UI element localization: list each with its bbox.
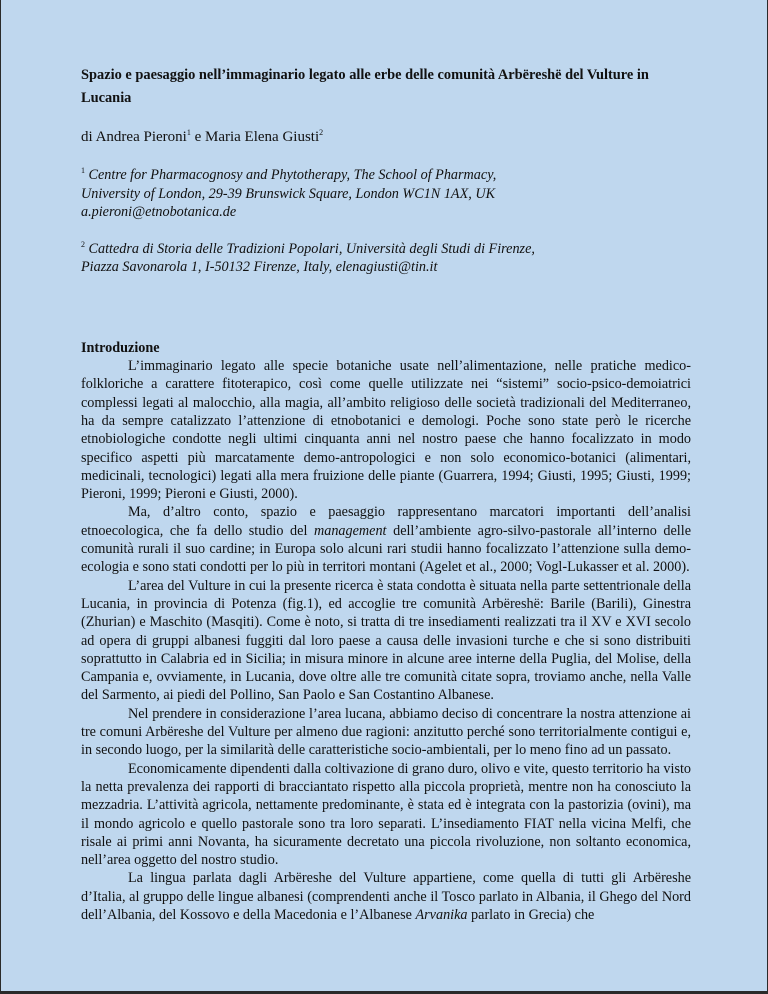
affiliation-2-line-1: $^2$ Cattedra di Storia delle Tradizioni Popolari, Università degli Studi di Firenze,	[81, 239, 535, 257]
section-heading: Introduzione	[81, 339, 160, 356]
affiliation-2-line-2: Piazza Savonarola 1, I-50132 Firenze, Italy, elenagiusti@tin.it	[81, 259, 438, 276]
affiliation-1-line-1: $^1$ Centre for Pharmacognosy and Phytotherapy, The School of Pharmacy,	[81, 166, 497, 184]
affiliation-1-email: a.pieroni@etnobotanica.de	[81, 204, 237, 221]
affiliation-2-number: 2	[81, 239, 85, 249]
author-sup-2: 2	[319, 128, 324, 137]
italic-term-arvanika: Arvanika	[415, 907, 468, 923]
italic-term-management: management	[314, 522, 387, 539]
author-middle: e Maria Elena Giusti	[190, 129, 320, 145]
document-body	[81, 64, 691, 924]
affiliation-2	[81, 240, 691, 277]
author-prefix: di Andrea Pieroni	[81, 129, 187, 145]
affiliation-1-number: 1	[81, 166, 85, 176]
paragraph-6: La lingua parlata dagli Arbëreshe del Vulture appartiene, come quella di tutti gli Arbëreshe d’Italia, al gruppo delle lingue albanesi (comprendenti anche il Tosco parlato in Albania, il Ghego del Nord dell’Albania, del Kossovo e della Macedonia e l’Albanese Arvanika parlato in Grecia) che	[81, 870, 691, 923]
author-sup-1: 1	[186, 128, 191, 137]
paragraph-2: Ma, d’altro conto, spazio e paesaggio rappresentano marcatori importanti dell’analisi etnoecologica, che fa dello studio del management dell’ambiente agro-silvo-pastorale all’interno delle comunità rurali il suo cardine; in Europa solo alcuni rari studii hanno focalizzato l’attenzione sulla demo-ecologia e sono stati condotti per lo più in territori montani (Agelet et al., 2000; Vogl-Lukasser et al. 2000).	[81, 504, 691, 576]
affiliation-1-line-2: University of London, 29-39 Brunswick Square, London WC1N 1AX, UK	[81, 185, 496, 202]
affiliation-1	[81, 166, 691, 222]
paragraph-1: L’immaginario legato alle specie botaniche usate nell’alimentazione, nelle pratiche medico-folkloriche a carattere fitoterapico, così come quelle utilizzate nei “sistemi” socio-psico-demoiatrici complessi legati al malocchio, alla magia, all’ambito religioso delle società tradizionali del Mediterraneo, ha da sempre catalizzato l’attenzione di etnobotanici e demologi. Poche sono state però le ricerche etnobiologiche condotte negli ultimi cinquanta anni nel nostro paese che hanno focalizzato in modo specifico aspetti più marcatamente demo-antropologici e non solo economico-botanici (alimentari, medicinali, tecnologici) legati alla mera fruizione delle piante (Guarrera, 1994; Giusti, 1995; Giusti, 1999; Pieroni, 1999; Pieroni e Giusti, 2000).	[81, 358, 691, 503]
article-title: Spazio e paesaggio nell’immaginario legato alle erbe delle comunità Arbëreshë del Vulture in Lucania	[81, 67, 649, 106]
paragraph-5: Economicamente dipendenti dalla coltivazione di grano duro, olivo e vite, questo territorio ha visto la netta prevalenza dei rapporti di bracciantato rispetto alla piccola proprietà, mentre non ha conosciuto la mezzadria. L’attività agricola, nettamente predominante, è stata ed è integrata con la pastorizia (ovini), ma il mondo agricolo e quello pastorale sono tra loro separati. L’insediamento FIAT nella vicina Melfi, che risale ai primi anni Novanta, ha sicuramente decretato una piccola rivoluzione, non soltanto economica, nell’area oggetto del nostro studio.	[81, 760, 692, 869]
paragraph-4: Nel prendere in considerazione l’area lucana, abbiamo deciso di concentrare la nostra attenzione ai tre comuni Arbëreshe del Vulture per almeno due ragioni: anzitutto perché sono territorialmente contigui e, in secondo luogo, per la similarità delle caratteristiche socio-ambientali, per lo meno fino ad un passato.	[81, 705, 691, 759]
paragraph-3: L’area del Vulture in cui la presente ricerca è stata condotta è situata nella parte settentrionale della Lucania, in provincia di Potenza (fig.1), ed accoglie tre comunità Arbëreshë: Barile (Barili), Ginestra (Zhurian) e Maschito (Masqiti). Come è noto, si tratta di tre insediamenti realizzati tra il XV e XVI secolo ad opera di gruppi albanesi fuggiti dal loro paese a causa delle invasioni turche e che si sono distribuiti soprattutto in Calabria ed in Sicilia; in misura minore in alcune aree interne della Puglia, del Molise, della Campania e, ovviamente, in Lucania, dove oltre alle tre comunità citate sopra, troviamo anche, nella Valle del Sarmento, ai piedi del Pollino, San Paolo e San Costantino Albanese.	[81, 577, 691, 704]
author-line	[81, 128, 691, 146]
